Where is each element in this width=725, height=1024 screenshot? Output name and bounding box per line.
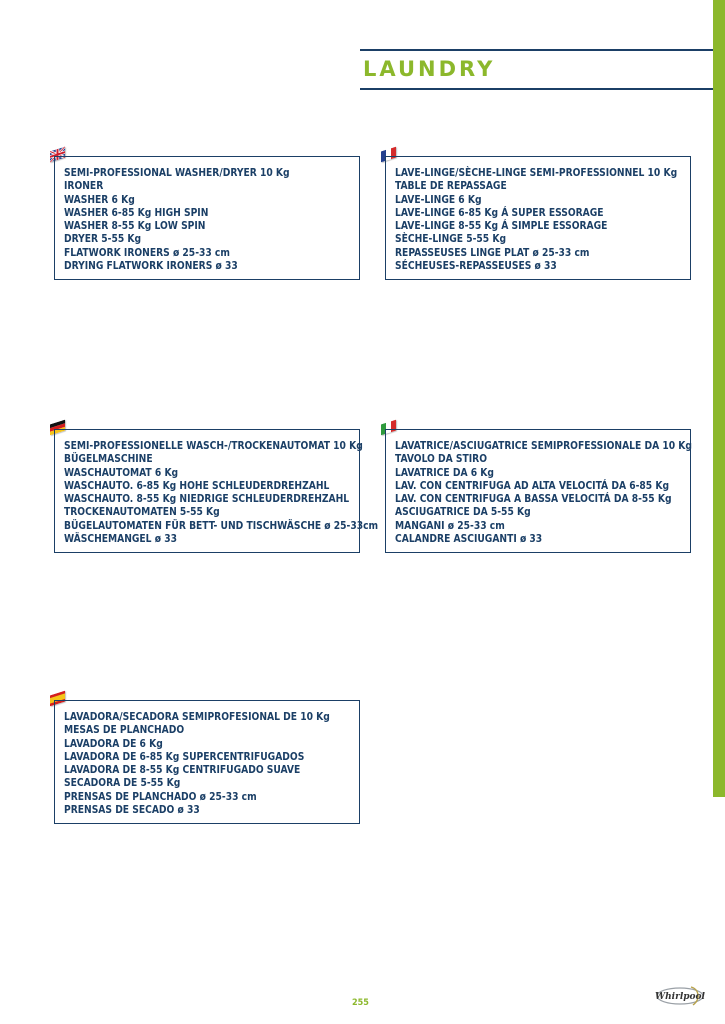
item-list-fr (395, 167, 690, 273)
list-item: PRENSAS DE PLANCHADO ø 25-33 cm (64, 791, 257, 803)
list-item: LAVE-LINGE 6-85 Kg Á SUPER ESSORAGE (395, 207, 604, 219)
section-box-es (54, 700, 360, 824)
list-item: LAVADORA DE 6 Kg (64, 738, 163, 750)
list-item: WASCHAUTO. 8-55 Kg NIEDRIGE SCHLEUDERDREHZAHL (64, 494, 350, 506)
list-item: LAVADORA DE 6-85 Kg SUPERCENTRIFUGADOS (64, 751, 305, 763)
list-item: WASHER 6-85 Kg HIGH SPIN (64, 207, 209, 219)
list-item: TROCKENAUTOMATEN 5-55 Kg (64, 507, 220, 519)
whirlpool-logo-icon (655, 985, 705, 1007)
list-item: LAV. CON CENTRIFUGA AD ALTA VELOCITÁ DA 6-85 Kg (395, 480, 670, 492)
list-item: LAVADORA DE 8-55 Kg CENTRIFUGADO SUAVE (64, 765, 301, 777)
list-item: SECADORA DE 5-55 Kg (64, 778, 181, 790)
list-item: FLATWORK IRONERS ø 25-33 cm (64, 247, 230, 259)
list-item: ASCIUGATRICE DA 5-55 Kg (395, 507, 531, 519)
section-box-en (54, 156, 360, 280)
item-list-es (64, 711, 359, 817)
header-rule-top (360, 49, 713, 51)
list-item: WASCHAUTOMAT 6 Kg (64, 467, 179, 479)
accent-side-bar (713, 0, 725, 797)
page-number: 255 (352, 998, 369, 1008)
list-item: DRYING FLATWORK IRONERS ø 33 (64, 261, 238, 273)
list-item: WASCHAUTO. 6-85 Kg HOHE SCHLEUDERDREHZAHL (64, 480, 330, 492)
item-list-en (64, 167, 359, 273)
list-item: TAVOLO DA STIRO (395, 454, 488, 466)
list-item: LAVE-LINGE 6 Kg (395, 194, 482, 206)
list-item: SÈCHE-LINGE 5-55 Kg (395, 234, 507, 246)
section-box-it (385, 429, 691, 553)
list-item: LAV. CON CENTRIFUGA A BASSA VELOCITÁ DA 8-55 Kg (395, 494, 672, 506)
list-item: PRENSAS DE SECADO ø 33 (64, 805, 200, 817)
item-list-it (395, 440, 690, 546)
header-rule-bottom (360, 88, 713, 90)
list-item: CALANDRE ASCIUGANTI ø 33 (395, 534, 543, 546)
list-item: LAVATRICE DA 6 Kg (395, 467, 494, 479)
list-item: WASHER 8-55 Kg LOW SPIN (64, 221, 206, 233)
list-item: BÜGELAUTOMATEN FÜR BETT- UND TISCHWÄSCHE ø 25-33cm (64, 520, 379, 532)
list-item: SÉCHEUSES-REPASSEUSES ø 33 (395, 261, 557, 273)
list-item: WÄSCHEMANGEL ø 33 (64, 534, 177, 546)
section-box-de (54, 429, 379, 553)
list-item: IRONER (64, 181, 104, 193)
list-item: REPASSEUSES LINGE PLAT ø 25-33 cm (395, 247, 590, 259)
list-item: MESAS DE PLANCHADO (64, 725, 185, 737)
list-item: LAVADORA/SECADORA SEMIPROFESIONAL DE 10 Kg (64, 712, 330, 723)
list-item: LAVE-LINGE 8-55 Kg Á SIMPLE ESSORAGE (395, 221, 608, 233)
item-list-de (64, 440, 379, 546)
list-item: MANGANI ø 25-33 cm (395, 520, 505, 532)
list-item: LAVATRICE/ASCIUGATRICE SEMIPROFESSIONALE DA 10 Kg (395, 441, 692, 452)
list-item: SEMI-PROFESSIONAL WASHER/DRYER 10 Kg (64, 168, 290, 179)
list-item: BÜGELMASCHINE (64, 454, 153, 466)
list-item: WASHER 6 Kg (64, 194, 135, 206)
list-item: DRYER 5-55 Kg (64, 234, 142, 246)
section-box-fr (385, 156, 691, 280)
list-item: TABLE DE REPASSAGE (395, 181, 507, 193)
list-item: SEMI-PROFESSIONELLE WASCH-/TROCKENAUTOMAT 10 Kg (64, 441, 363, 452)
brand-name: Whirlpool (655, 992, 705, 1002)
page-title: LAUNDRY (363, 57, 496, 81)
list-item: LAVE-LINGE/SÈCHE-LINGE SEMI-PROFESSIONNEL 10 Kg (395, 168, 678, 179)
